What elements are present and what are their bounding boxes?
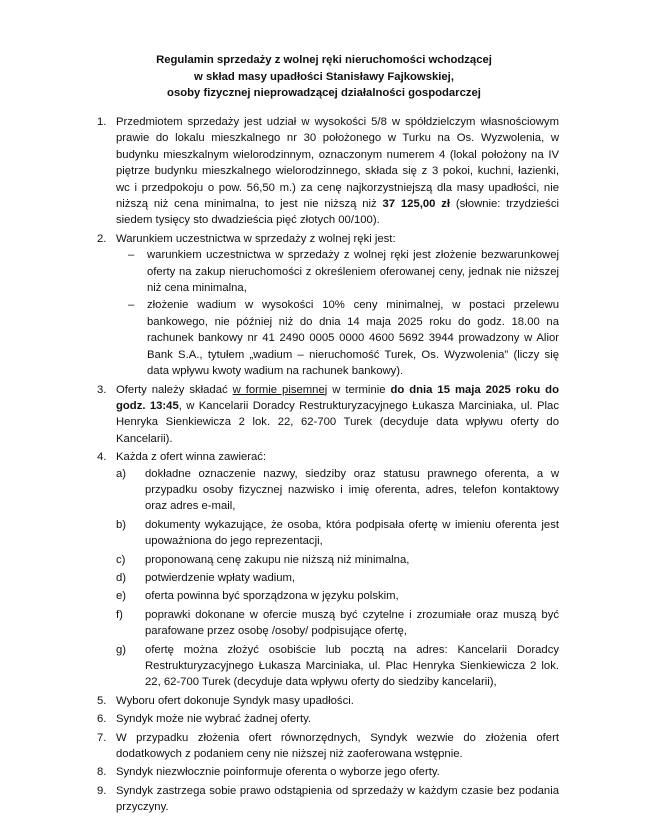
- list-item-3: [97, 382, 559, 448]
- sub-letter: f): [116, 608, 123, 621]
- document-title: [0, 52, 648, 102]
- sub-item-text: proponowaną cenę zakupu nie niższą niż minimalna,: [145, 553, 410, 566]
- title-line-1: Regulamin sprzedaży z wolnej ręki nieruchomości wchodzącej: [156, 54, 492, 66]
- sub-item-text: potwierdzenie wpłaty wadium,: [145, 571, 296, 584]
- dash-bullet: –: [128, 299, 135, 312]
- item-number: 4.: [97, 451, 107, 464]
- item-text-part: (słownie: trzydzieści siedem tysięcy sto dwadzieścia pięć złotych 00/100).: [116, 198, 559, 227]
- min-price: 37 125,00 zł: [382, 198, 451, 211]
- item-number: 8.: [97, 766, 107, 779]
- item-text-part: w terminie: [327, 383, 391, 396]
- item-text-part: , w Kancelarii Doradcy Restrukturyzacyjnego Łukasza Marciniaka, ul. Plac Henryka Sienkiewicza 2 lok. 22, 62-700 Turek (decyduje data wpływu oferty do Kancelarii).: [116, 399, 559, 445]
- sub-item-text: warunkiem uczestnictwa w sprzedaży z wolnej ręki jest złożenie bezwarunkowej oferty na zakup nieruchomości z określeniem oferowanej ceny, jednak nie niższej niż cena minimalna,: [147, 249, 559, 295]
- sub-letter: a): [116, 467, 127, 480]
- list-item-7: [97, 730, 559, 763]
- item-text: W przypadku złożenia ofert równorzędnych, Syndyk wezwie do złożenia ofert dodatkowych z podaniem ceny nie niższej niż zaoferowana wstępnie.: [116, 731, 559, 761]
- item-text: Warunkiem uczestnictwa w sprzedaży z wolnej ręki jest:: [116, 232, 396, 245]
- item-text-part: Przedmiotem sprzedaży jest udział w wysokości 5/8 w spółdzielczym własnościowym prawie do lokalu mieszkalnego nr 30 położonego w Turku na Os. Wyzwolenia, w budynku mieszkalnym wielorodzinnym, oznaczonym numerem 4 (lokal położony na IV piętrze budynku mieszkalnego wielorodzinnego, składa się z 3 pokoi, kuchni, łazienki, wc i przedpokoju o pow. 56,50 m.) za cenę najkorzystniejszą dla masy upadłości, nie niższą niż cena minimalna, to jest nie niższą niż: [116, 116, 559, 211]
- item-number: 6.: [97, 713, 107, 726]
- item-number: 5.: [97, 694, 107, 707]
- underlined-text: w formie pisemnej: [232, 383, 328, 396]
- item-number: 3.: [97, 383, 107, 396]
- item-text: Każda z ofert winna zawierać:: [116, 451, 267, 464]
- sub-item-text: dokumenty wykazujące, że osoba, która podpisała ofertę w imieniu oferenta jest upoważniona do jego reprezentacji,: [145, 518, 559, 548]
- item-number: 9.: [97, 784, 107, 797]
- item-text: [116, 382, 559, 448]
- alpha-sub-item: [116, 588, 559, 604]
- alpha-sub-item: [116, 552, 559, 568]
- item-text: Syndyk niezwłocznie poinformuje oferenta o wyborze jego oferty.: [116, 766, 440, 779]
- sub-item-text: ofertę można złożyć osobiście lub pocztą na adres: Kancelarii Doradcy Restrukturyzacyjnego Łukasza Marciniaka, ul. Plac Henryka Sienkiewicza 2 lok. 22, 62-700 Turek (decyduje data wpływu oferty do siedziby kancelarii),: [145, 643, 559, 689]
- alpha-sub-item: [116, 642, 559, 691]
- sub-item-text: poprawki dokonane w ofercie muszą być czytelne i zrozumiałe oraz muszą być parafowane przez osobę /osoby/ podpisujące ofertę,: [145, 608, 559, 638]
- item-number: 2.: [97, 232, 107, 245]
- item-text-part: Oferty należy składać: [116, 383, 233, 396]
- list-item-2: [97, 231, 559, 380]
- sub-item: [116, 247, 559, 296]
- rules-list: [97, 114, 559, 818]
- item-text: Wyboru ofert dokonuje Syndyk masy upadłości.: [116, 694, 354, 707]
- sub-item-text: dokładne oznaczenie nazwy, siedziby oraz statusu prawnego oferenta, a w przypadku osoby fizycznej nazwisko i imię oferenta, adres, telefon kontaktowy oraz adres e-mail,: [145, 467, 559, 513]
- sub-letter: d): [116, 571, 127, 584]
- alpha-sub-item: [116, 570, 559, 586]
- sub-letter: c): [116, 553, 126, 566]
- dash-bullet: –: [128, 249, 135, 262]
- item-text: Syndyk zastrzega sobie prawo odstąpienia od sprzedaży w każdym czasie bez podania przyczyny.: [116, 784, 559, 814]
- list-item-9: [97, 783, 559, 816]
- deadline: do dnia 15 maja 2025 roku do godz. 13:45: [116, 383, 559, 412]
- alpha-sub-item: [116, 466, 559, 515]
- sub-item: [116, 297, 559, 379]
- item-text: [116, 114, 559, 229]
- list-item-5: [97, 693, 559, 709]
- sub-item-text: złożenie wadium w wysokości 10% ceny minimalnej, w postaci przelewu bankowego, nie później niż do dnia 14 maja 2025 roku do godz. 18.00 na rachunek bankowy nr 41 2490 0005 0000 4600 5692 3944 prowadzony w Alior Bank S.A., tytułem „wadium – nieruchomość Turek, Os. Wyzwolenia” (liczy się data wpływu kwoty wadium na rachunek bankowy).: [147, 299, 559, 378]
- sub-letter: b): [116, 518, 127, 531]
- list-item-6: [97, 711, 559, 727]
- list-item-8: [97, 764, 559, 780]
- list-item-1: [97, 114, 559, 229]
- list-item-4: [97, 449, 559, 691]
- item-number: 7.: [97, 731, 107, 744]
- item-number: 1.: [97, 116, 107, 128]
- alpha-sub-item: [116, 607, 559, 640]
- sub-letter: e): [116, 590, 127, 603]
- sub-item-text: oferta powinna być sporządzona w języku polskim,: [145, 590, 399, 603]
- item-text: Syndyk może nie wybrać żadnej oferty.: [116, 713, 312, 726]
- sub-letter: g): [116, 643, 127, 656]
- title-line-2: w skład masy upadłości Stanisławy Fajkowskiej,: [194, 70, 454, 83]
- title-line-3: osoby fizycznej nieprowadzącej działalności gospodarczej: [167, 87, 481, 99]
- alpha-sub-item: [116, 517, 559, 550]
